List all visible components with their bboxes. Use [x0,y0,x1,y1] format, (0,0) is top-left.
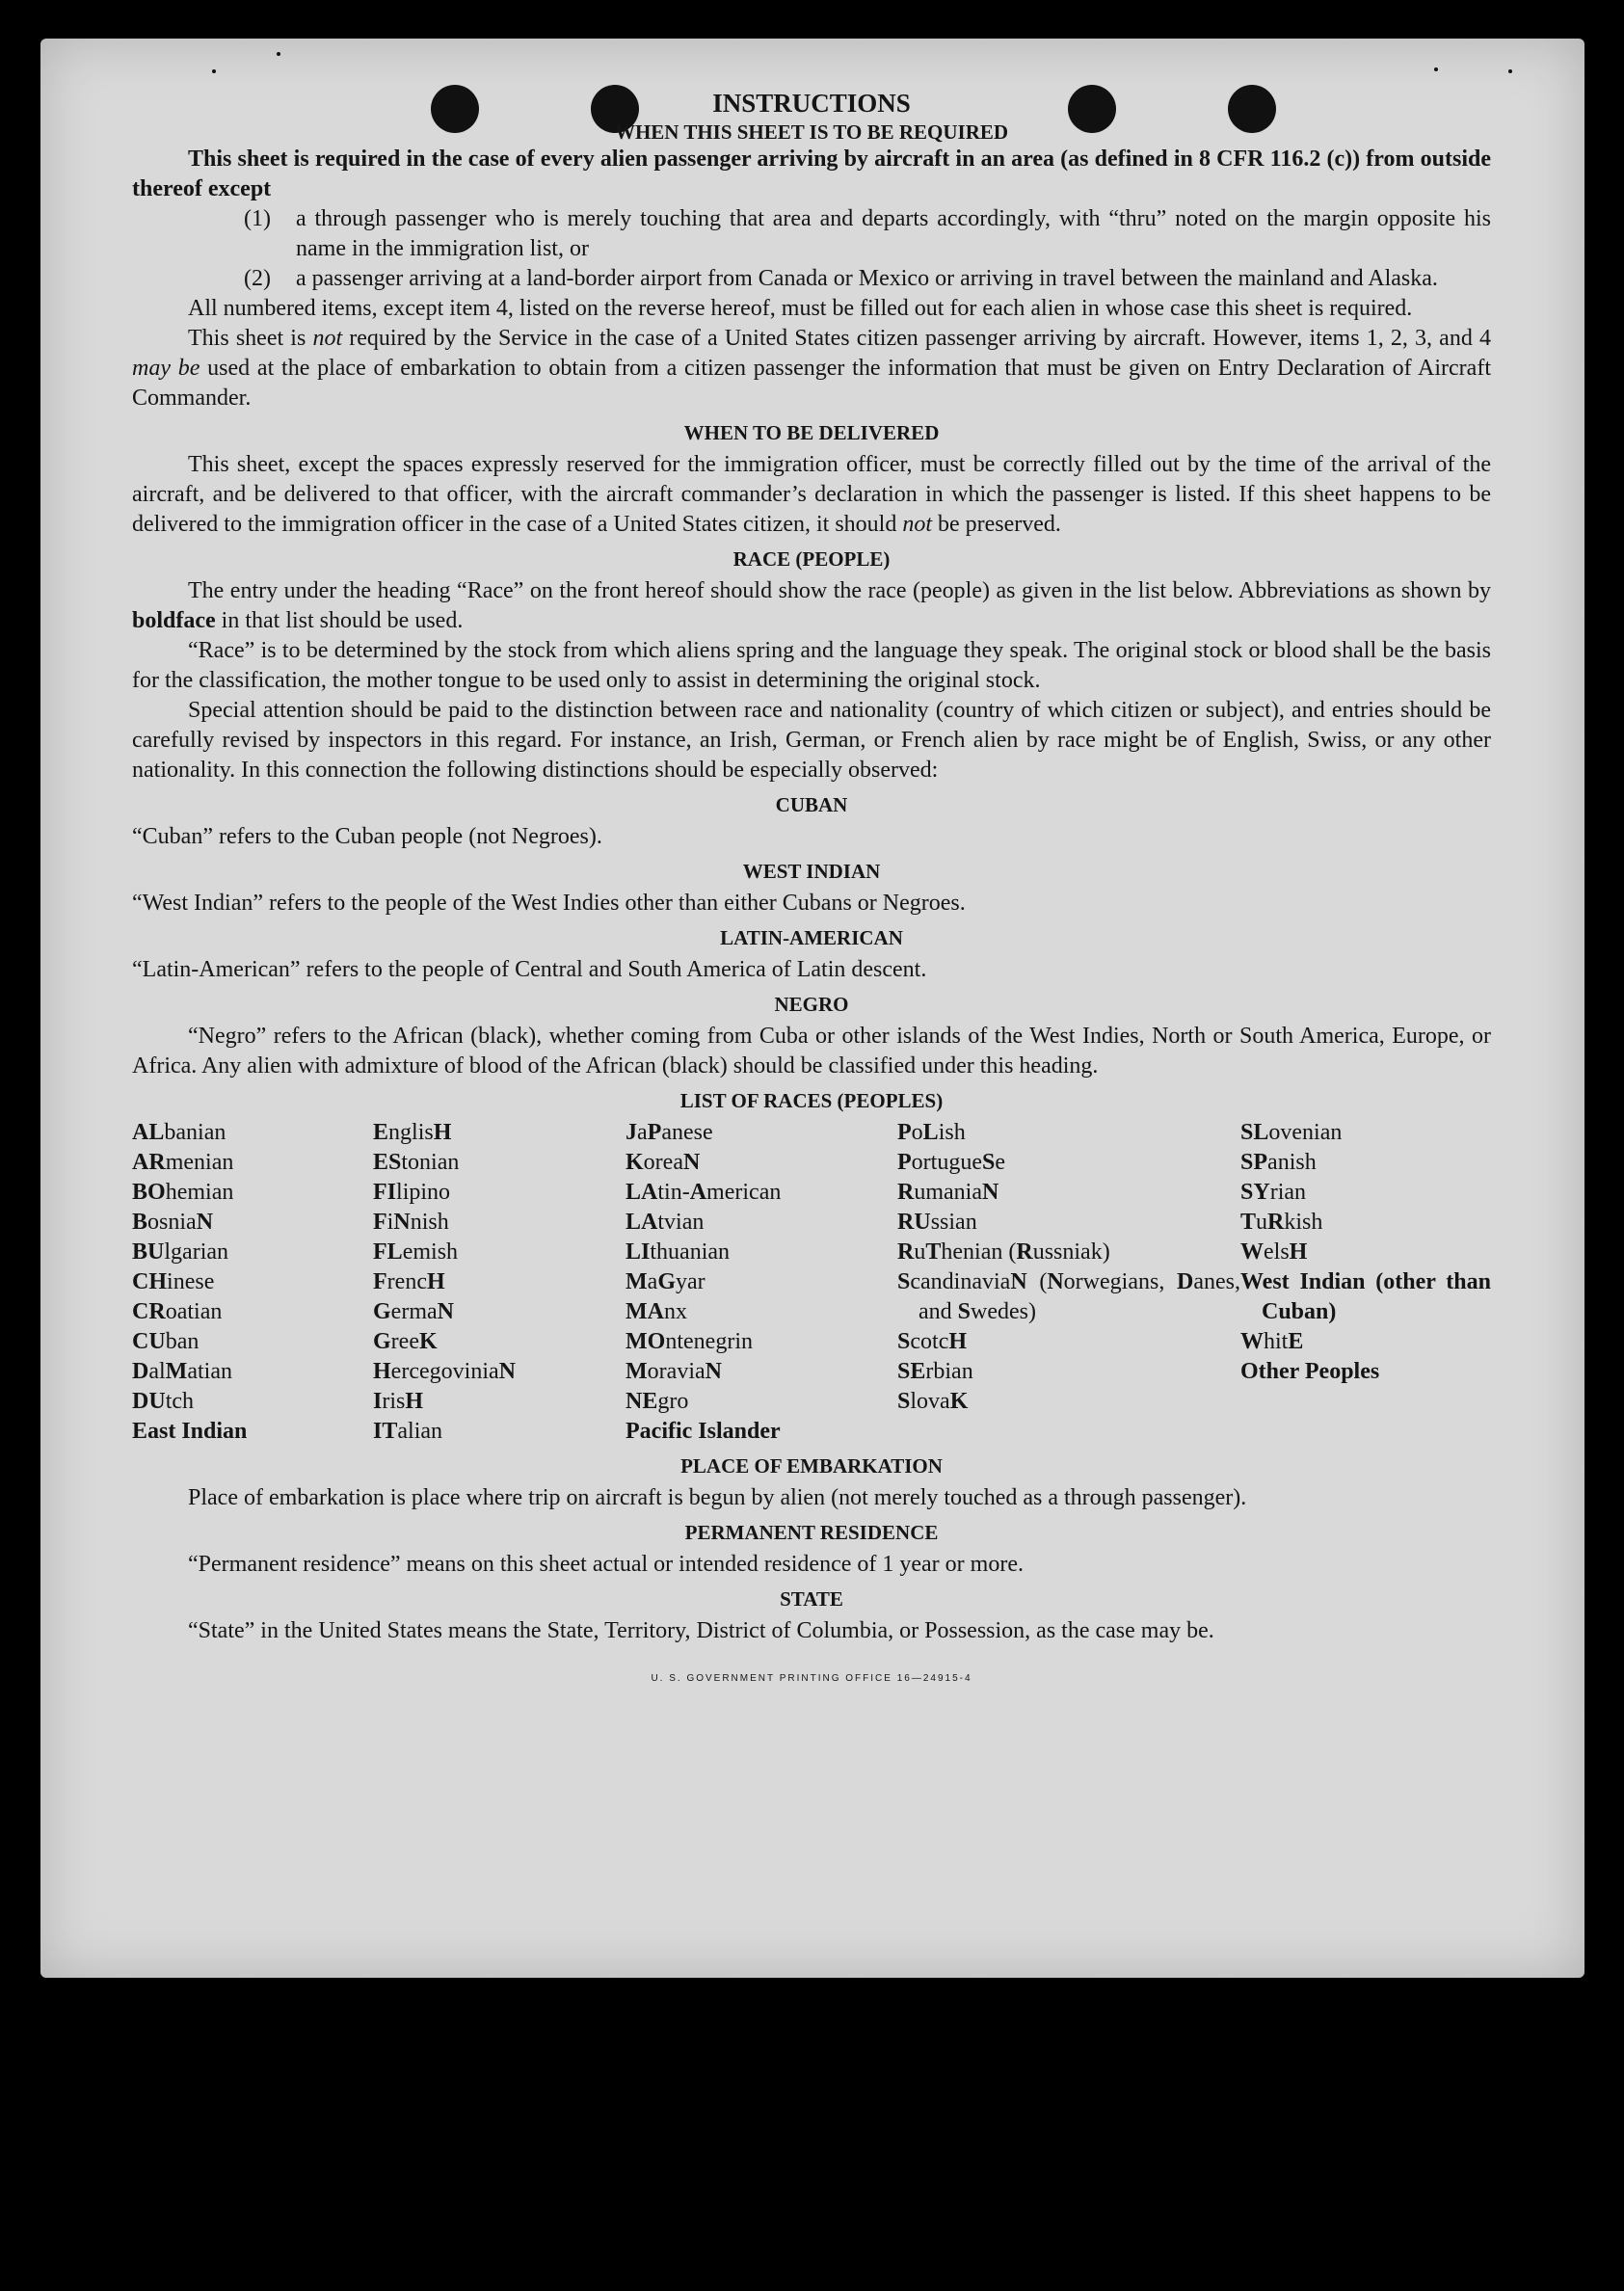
race-entry: BUlgarian [132,1239,229,1265]
delivered-paragraph: This sheet, except the spaces expressly reserved for the immigration officer, must be correctly filled out by the time of the arrival of the aircraft, and be delivered to that officer, with the aircraft commander’s declaration in which the passenger is listed. If this sheet happens to be delivered to the immigration officer in the case of a United States citizen, it should not be preserved. [132,452,1491,537]
definition-heading-latin-american: LATIN-AMERICAN [720,926,903,949]
intro-paragraph: This sheet is required in the case of every alien passenger arriving by aircraft in an area (as defined in 8 CFR 116.2 (c)) from outside thereof except [132,147,1491,201]
race-entry: BosniaN [132,1210,214,1235]
race-entry: PortugueSe [897,1150,1006,1175]
race-entry: SErbian [897,1359,973,1384]
race-entry: ScotcH [897,1329,968,1354]
race-entry: West Indian (other than Cuban) [1240,1269,1491,1324]
definition-heading-cuban: CUBAN [775,793,848,816]
embarkation-paragraph: Place of embarkation is place where trip on aircraft is begun by alien (not merely touched as a through passenger). [188,1485,1247,1510]
exception-text: a passenger arriving at a land-border airport from Canada or Mexico or arriving in travel between the mainland and Alaska. [296,266,1438,291]
race-entry: RumaniaN [897,1180,999,1205]
race-entry: SPanish [1240,1150,1317,1175]
race-entry: MAnx [626,1299,687,1324]
ink-speck [1434,67,1438,71]
race-entry: Other Peoples [1240,1359,1380,1384]
race-entry: PoLish [897,1120,966,1145]
race-column [897,1118,1240,1447]
race-entry: LAtvian [626,1210,705,1235]
citizen-paragraph: This sheet is not required by the Service in the case of a United States citizen passenger arriving by aircraft. However, items 1, 2, 3, and 4 may be used at the place of embarkation to obtain from a citizen passenger the information that must be given on Entry Declaration of Aircraft Commander. [132,326,1491,411]
race-entry: WhitE [1240,1329,1304,1354]
race-entry: CUban [132,1329,200,1354]
race-entry: FiNnish [373,1210,449,1235]
exception-number: (1) [244,206,271,231]
race-column [1240,1118,1491,1447]
race-entry: RuThenian (Russniak) [897,1239,1110,1265]
exception-text: a through passenger who is merely touching that area and departs accordingly, with “thru” noted on the margin opposite his name in the immigration list, or [296,206,1491,261]
race-entry: LAtin-American [626,1180,782,1205]
race-entry: DalMatian [132,1359,232,1384]
exception-number: (2) [244,266,271,291]
definition-cuban: “Cuban” refers to the Cuban people (not Negroes). [132,824,602,849]
ink-speck [277,52,280,56]
printer-imprint: U. S. GOVERNMENT PRINTING OFFICE 16—24915-4 [651,1673,972,1684]
race-entry: ScandinaviaN (Norwegians, Danes, and Swedes) [897,1269,1240,1324]
race-entry: CHinese [132,1269,215,1294]
instructions-content [132,87,1491,1693]
race-entry: FIlipino [373,1180,451,1205]
race-list [132,1118,1491,1447]
race-entry: BOhemian [132,1180,234,1205]
section-heading-state: STATE [780,1587,843,1611]
race-entry: IrisH [373,1389,424,1414]
section-heading-delivered: WHEN TO BE DELIVERED [683,421,940,444]
race-paragraph-3: Special attention should be paid to the distinction between race and nationality (country of which citizen or subject), and entries should be carefully revised by inspectors in this regard. For instance, an Irish, German, or French alien by race might be of English, Swiss, or any other nationality. In this connection the following distinctions should be especially observed: [132,698,1491,783]
race-entry: East Indian [132,1419,248,1444]
race-paragraph-1: The entry under the heading “Race” on the front hereof should show the race (people) as given in the list below. Abbreviations as shown by boldface in that list should be used. [132,578,1491,633]
race-column [132,1118,373,1447]
definition-west-indian: “West Indian” refers to the people of the West Indies other than either Cubans or Negroes. [132,891,966,916]
race-entry: GermaN [373,1299,454,1324]
definition-latin-american: “Latin-American” refers to the people of Central and South America of Latin descent. [132,957,927,982]
race-entry: TuRkish [1240,1210,1323,1235]
race-entry: CRoatian [132,1299,223,1324]
ink-speck [1508,69,1512,73]
exception-item [244,204,1491,264]
definition-heading-negro: NEGRO [774,993,849,1016]
race-entry: JaPanese [626,1120,713,1145]
race-entry: Pacific Islander [626,1419,781,1444]
section-heading-embarkation: PLACE OF EMBARKATION [680,1454,943,1478]
race-entry: LIthuanian [626,1239,731,1265]
race-entry: ARmenian [132,1150,234,1175]
race-column [626,1118,897,1447]
race-entry: MOntenegrin [626,1329,753,1354]
ink-speck [212,69,216,73]
race-column [373,1118,626,1447]
race-entry: MaGyar [626,1269,706,1294]
race-entry: ITalian [373,1419,443,1444]
page-title: INSTRUCTIONS [712,89,911,118]
numbered-items-paragraph: All numbered items, except item 4, listed on the reverse hereof, must be filled out for each alien in whose case this sheet is required. [188,296,1413,321]
race-entry: EnglisH [373,1120,452,1145]
race-entry: EStonian [373,1150,460,1175]
section-heading-race: RACE (PEOPLE) [732,547,891,571]
race-entry: KoreaN [626,1150,701,1175]
race-entry: HercegoviniaN [373,1359,516,1384]
race-entry: MoraviaN [626,1359,722,1384]
race-paragraph-2: “Race” is to be determined by the stock from which aliens spring and the language they speak. The original stock or blood shall be the basis for the classification, the mother tongue to be used only to assist in determining the original stock. [132,638,1491,693]
exception-item [244,264,1491,294]
race-entry: GreeK [373,1329,438,1354]
document-sheet [40,39,1584,1978]
race-entry: SlovaK [897,1389,969,1414]
race-entry: ALbanian [132,1120,226,1145]
race-entry: WelsH [1240,1239,1308,1265]
race-entry: DUtch [132,1389,195,1414]
definition-negro: “Negro” refers to the African (black), whether coming from Cuba or other islands of the West Indies, North or South America, Europe, or Africa. Any alien with admixture of blood of the African (black) should be classified under this heading. [132,1024,1491,1079]
state-paragraph: “State” in the United States means the State, Territory, District of Columbia, or Possession, as the case may be. [188,1618,1214,1643]
definition-heading-west-indian: WEST INDIAN [742,860,881,883]
residence-paragraph: “Permanent residence” means on this sheet actual or intended residence of 1 year or more. [188,1552,1024,1577]
race-entry: SLovenian [1240,1120,1343,1145]
section-heading-race-list: LIST OF RACES (PEOPLES) [679,1089,944,1112]
race-entry: NEgro [626,1389,689,1414]
race-entry: FLemish [373,1239,459,1265]
section-heading-required: WHEN THIS SHEET IS TO BE REQUIRED [614,120,1009,144]
race-entry: SYrian [1240,1180,1307,1205]
race-entry: FrencH [373,1269,445,1294]
race-entry: RUssian [897,1210,977,1235]
section-heading-residence: PERMANENT RESIDENCE [684,1521,939,1544]
